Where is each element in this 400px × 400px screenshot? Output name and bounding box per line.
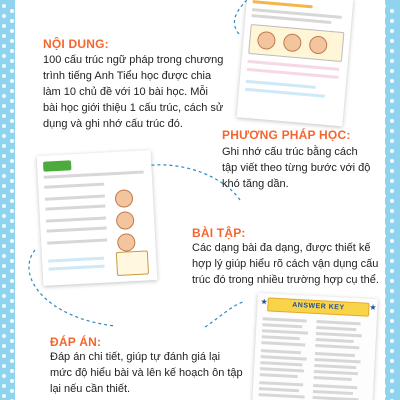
border-dot (2, 114, 6, 118)
border-dot (10, 79, 14, 83)
border-dot (2, 44, 6, 48)
border-dot (390, 189, 394, 193)
border-dot (10, 179, 14, 183)
exercise-line: Các dạng bài đa dạng, được thiết kế (192, 242, 371, 254)
border-dot (10, 139, 14, 143)
content-page (15, 0, 385, 400)
face-icon (116, 211, 135, 230)
border-dot (2, 304, 6, 308)
answer-key-title: ANSWER KEY (267, 297, 370, 316)
notebook-icon (116, 250, 149, 276)
border-dot (2, 194, 6, 198)
border-dot (2, 104, 6, 108)
border-dot (390, 169, 394, 173)
border-dot (10, 129, 14, 133)
border-dot (10, 309, 14, 313)
border-dot (2, 54, 6, 58)
border-dot (390, 259, 394, 263)
border-dot (390, 179, 394, 183)
border-dot (390, 239, 394, 243)
border-dot (2, 134, 6, 138)
border-dot (10, 49, 14, 53)
border-dot (2, 144, 6, 148)
border-dot (2, 124, 6, 128)
method-heading: PHƯƠNG PHÁP HỌC: (222, 128, 351, 142)
border-dot (10, 219, 14, 223)
border-dot (390, 69, 394, 73)
border-dot (390, 139, 394, 143)
border-dot (10, 199, 14, 203)
border-dot (390, 209, 394, 213)
border-dot (2, 244, 6, 248)
border-dot (390, 99, 394, 103)
border-dot (10, 99, 14, 103)
border-dot (2, 184, 6, 188)
border-dot (2, 354, 6, 358)
border-dot (10, 249, 14, 253)
border-dot (10, 19, 14, 23)
border-dot (2, 4, 6, 8)
border-dot (2, 174, 6, 178)
border-dot (10, 369, 14, 373)
answer-heading: ĐÁP ÁN: (50, 335, 102, 349)
border-dot (390, 249, 394, 253)
border-dot (2, 34, 6, 38)
border-dot (390, 29, 394, 33)
border-dot (2, 214, 6, 218)
content-line: trình tiếng Anh Tiểu học được chia (43, 70, 212, 82)
border-dot (10, 379, 14, 383)
border-dot (390, 129, 394, 133)
border-dot (10, 269, 14, 273)
border-dot (10, 259, 14, 263)
border-dot (390, 369, 394, 373)
border-dot (390, 379, 394, 383)
border-dot (10, 339, 14, 343)
border-dot (390, 109, 394, 113)
border-dot (2, 374, 6, 378)
border-dot (390, 309, 394, 313)
border-dot (390, 339, 394, 343)
border-dot (10, 149, 14, 153)
border-dot (10, 9, 14, 13)
exercise-line: hợp lý giúp hiểu rõ cách vận dụng cấu (192, 258, 379, 270)
border-dot (2, 344, 6, 348)
border-dot (2, 14, 6, 18)
border-dot (390, 349, 394, 353)
border-dot (390, 49, 394, 53)
border-dot (10, 29, 14, 33)
border-dot (390, 299, 394, 303)
border-dot (10, 389, 14, 393)
border-dot (2, 84, 6, 88)
answer-line: lại nếu cần thiết. (50, 383, 131, 395)
star-icon: ★ (369, 302, 377, 313)
border-dot (2, 94, 6, 98)
border-dot (390, 9, 394, 13)
border-dot (10, 169, 14, 173)
border-dot (390, 329, 394, 333)
border-dot (390, 89, 394, 93)
border-dot (2, 394, 6, 398)
border-dot (390, 39, 394, 43)
border-dot (2, 234, 6, 238)
border-dot (10, 69, 14, 73)
border-dot (390, 229, 394, 233)
star-icon: ★ (260, 297, 268, 307)
border-dot (2, 324, 6, 328)
border-dot (390, 119, 394, 123)
answer-line: Đáp án chi tiết, giúp tự đánh giá lại (50, 351, 221, 363)
border-dot (390, 389, 394, 393)
face-icon (115, 189, 134, 208)
exercise-heading: BÀI TẬP: (192, 226, 246, 240)
method-line: Ghi nhớ cấu trúc bằng cách (222, 146, 358, 158)
exercise-paragraph (192, 240, 384, 288)
border-dot (2, 294, 6, 298)
face-icon (117, 233, 136, 252)
border-dot (10, 349, 14, 353)
border-dot (2, 314, 6, 318)
border-dot (10, 229, 14, 233)
border-dot (2, 384, 6, 388)
method-line: tập viết theo từng bước với độ (222, 162, 371, 174)
border-dot (2, 274, 6, 278)
border-dot (2, 254, 6, 258)
border-dot (2, 24, 6, 28)
border-dot (10, 119, 14, 123)
border-dot (390, 59, 394, 63)
border-dot (10, 289, 14, 293)
border-dot (390, 269, 394, 273)
border-dot (390, 19, 394, 23)
border-dot (2, 64, 6, 68)
border-dot (2, 224, 6, 228)
border-dot (10, 109, 14, 113)
content-line: làm 10 chủ đề với 10 bài học. Mỗi (43, 86, 208, 98)
exercise-line: trúc đó trong nhiều trường hợp cụ thể. (192, 274, 379, 286)
border-dot (10, 209, 14, 213)
border-dot (10, 189, 14, 193)
border-dot (390, 79, 394, 83)
border-dot (10, 159, 14, 163)
border-dot (2, 334, 6, 338)
method-paragraph (222, 144, 382, 192)
border-dot (390, 279, 394, 283)
exercise-page-thumbnail (37, 150, 158, 286)
border-dot (10, 239, 14, 243)
content-line: bài học giới thiệu 1 cấu trúc, cách sử (43, 102, 224, 114)
border-dot (2, 154, 6, 158)
border-dot (390, 199, 394, 203)
answer-paragraph (50, 349, 255, 397)
border-dot (10, 89, 14, 93)
answer-key-thumbnail (252, 293, 378, 400)
border-dot (2, 364, 6, 368)
content-paragraph (43, 52, 258, 132)
border-dot (10, 39, 14, 43)
border-dot (10, 59, 14, 63)
border-dot (390, 319, 394, 323)
answer-line: mức độ hiểu bài và lên kế hoạch ôn tập (50, 367, 243, 379)
border-dot (390, 149, 394, 153)
border-dot (2, 164, 6, 168)
content-heading: NỘI DUNG: (43, 37, 109, 51)
border-dot (2, 264, 6, 268)
method-line: khó tăng dần. (222, 178, 289, 190)
border-dot (390, 359, 394, 363)
border-dot (10, 299, 14, 303)
border-dot (10, 359, 14, 363)
border-dot (10, 329, 14, 333)
border-dot (390, 289, 394, 293)
border-dot (10, 319, 14, 323)
border-dot (390, 159, 394, 163)
border-dot (2, 74, 6, 78)
border-dot (2, 204, 6, 208)
content-line: dụng và ghi nhớ cấu trúc đó. (43, 118, 183, 130)
border-dot (390, 219, 394, 223)
content-line: 100 cấu trúc ngữ pháp trong chương (43, 54, 224, 66)
border-dot (2, 284, 6, 288)
border-dot (10, 279, 14, 283)
